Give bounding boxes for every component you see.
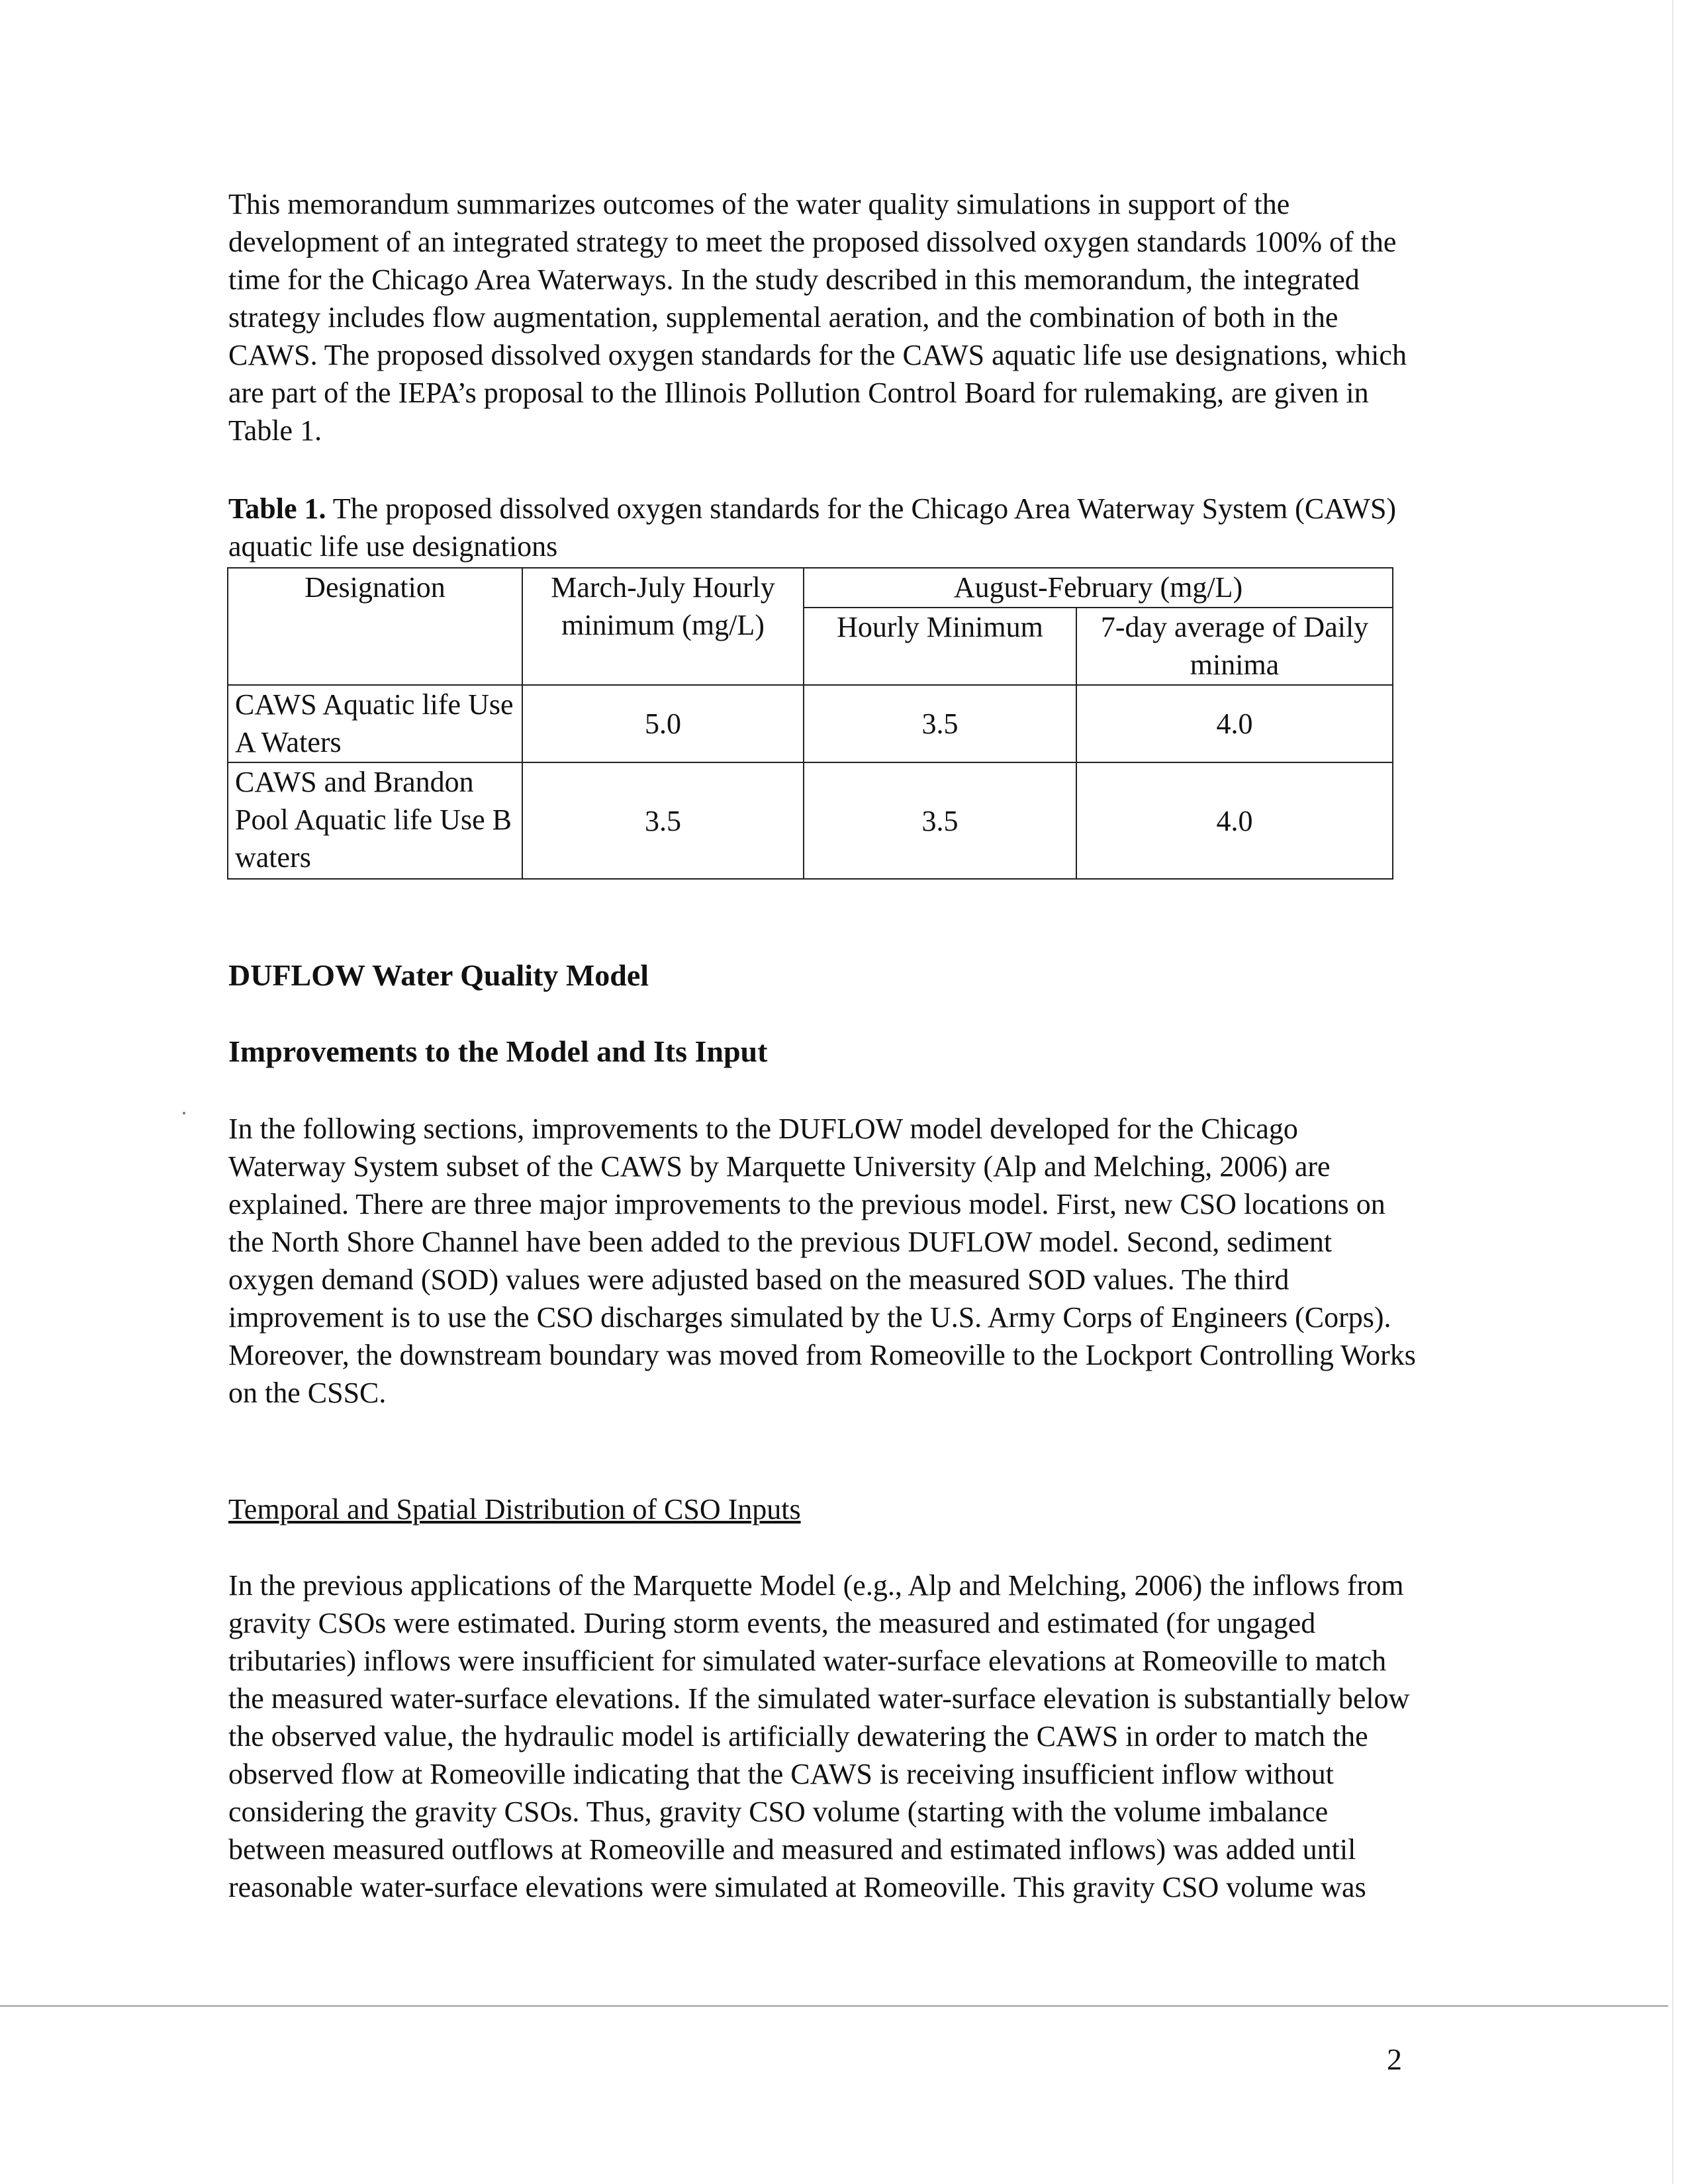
table-header-row [228, 568, 1393, 608]
page-number: 2 [1387, 2042, 1402, 2076]
header-august-february: August-February (mg/L) [804, 568, 1393, 608]
cell-march-july: 3.5 [522, 762, 804, 879]
table-caption [228, 490, 1420, 565]
cell-seven-day-average: 4.0 [1076, 762, 1393, 879]
header-hourly-minimum: Hourly Minimum [804, 608, 1076, 685]
cell-seven-day-average: 4.0 [1076, 685, 1393, 762]
cell-march-july: 5.0 [522, 685, 804, 762]
table-row [228, 685, 1393, 762]
improvements-paragraph: In the following sections, improvements to the DUFLOW model developed for the Chicago Waterway System subset of the CAWS by Marquette University (Alp and Melching, 2006) are explained. There are three major improvements to the previous model. First, new CSO locations on the North Shore Channel have been added to the previous DUFLOW model. Second, sediment oxygen demand (SOD) values were adjusted based on the measured SOD values. The third improvement is to use the CSO discharges simulated by the U.S. Army Corps of Engineers (Corps). Moreover, the downstream boundary was moved from Romeoville to the Lockport Controlling Works on the CSSC. [228, 1113, 1416, 1409]
cell-hourly-minimum: 3.5 [804, 685, 1076, 762]
section-heading-duflow: DUFLOW Water Quality Model [228, 958, 649, 992]
table-row [228, 762, 1393, 879]
header-march-july: March-July Hourly minimum (mg/L) [522, 568, 804, 685]
do-standards-table [227, 567, 1393, 880]
header-designation: Designation [228, 568, 522, 685]
cso-paragraph: In the previous applications of the Marquette Model (e.g., Alp and Melching, 2006) the inflows from gravity CSOs were estimated. During storm events, the measured and estimated (for ungaged tributaries) inflows were insufficient for simulated water-surface elevations at Romeoville to match the measured water-surface elevations. If the simulated water-surface elevation is substantially below the observed value, the hydraulic model is artificially dewatering the CAWS in order to match the observed flow at Romeoville indicating that the CAWS is receiving insufficient inflow without considering the gravity CSOs. Thus, gravity CSO volume (starting with the volume imbalance between measured outflows at Romeoville and measured and estimated inflows) was added until reasonable water-surface elevations were simulated at Romeoville. This gravity CSO volume was [228, 1569, 1410, 1903]
header-seven-day-average: 7-day average of Daily minima [1076, 608, 1393, 685]
section-heading-improvements: Improvements to the Model and Its Input [228, 1034, 768, 1068]
scan-speck [183, 1112, 185, 1115]
footer-divider [0, 2005, 1668, 2007]
cell-designation: CAWS Aquatic life Use A Waters [228, 685, 522, 762]
scan-edge-line [1672, 0, 1673, 2184]
table-caption-text: The proposed dissolved oxygen standards for the Chicago Area Waterway System (CAWS) aquatic life use designations [228, 492, 1397, 563]
cell-hourly-minimum: 3.5 [804, 762, 1076, 879]
subsection-heading-cso: Temporal and Spatial Distribution of CSO Inputs [228, 1493, 801, 1525]
cell-designation: CAWS and Brandon Pool Aquatic life Use B waters [228, 762, 522, 879]
intro-paragraph: This memorandum summarizes outcomes of the water quality simulations in support of the development of an integrated strategy to meet the proposed dissolved oxygen standards 100% of the time for the Chicago Area Waterways. In the study described in this memorandum, the integrated strategy includes flow augmentation, supplemental aeration, and the combination of both in the CAWS. The proposed dissolved oxygen standards for the CAWS aquatic life use designations, which are part of the IEPA’s proposal to the Illinois Pollution Control Board for rulemaking, are given in Table 1. [228, 188, 1407, 447]
table-caption-label: Table 1. [228, 492, 326, 525]
